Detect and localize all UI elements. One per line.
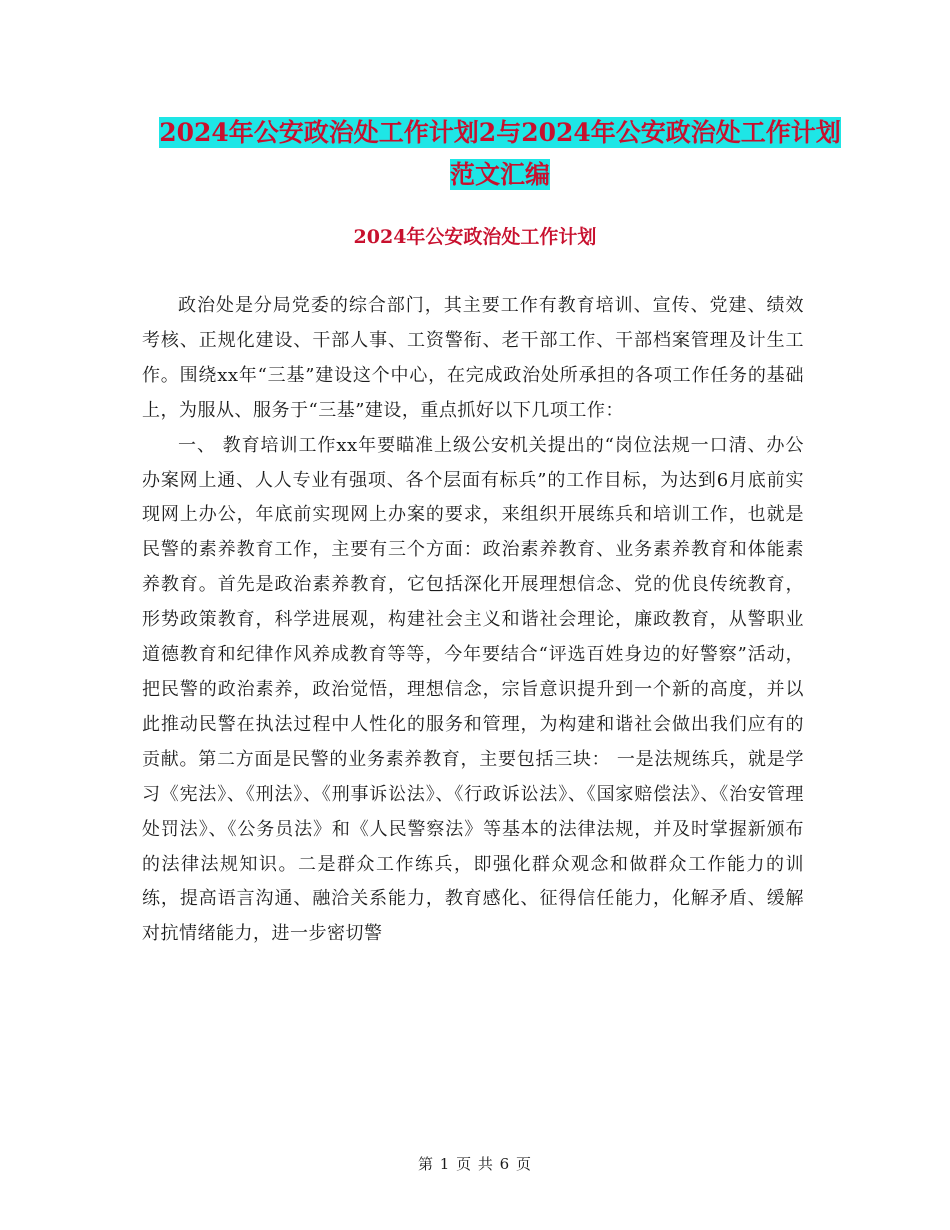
document-title-highlight: 2024年公安政治处工作计划2与2024年公安政治处工作计划范文汇编: [159, 118, 841, 189]
document-body: [142, 289, 804, 952]
section-title: 2024年公安政治处工作计划: [353, 226, 597, 248]
body-paragraph-intro: 政治处是分局党委的综合部门，其主要工作有教育培训、宣传、党建、绩效考核、正规化建设、干部人事、工资警衔、老干部工作、干部档案管理及计生工作。围绕xx年“三基”建设这个中心，在完成政治处所承担的各项工作任务的基础上，为服从、服务于“三基”建设，重点抓好以下几项工作：: [142, 295, 804, 421]
page-footer: 第 1 页 共 6 页: [418, 1155, 532, 1173]
body-paragraph-education: 一、 教育培训工作xx年要瞄准上级公安机关提出的“岗位法规一口清、办公办案网上通、人人专业有强项、各个层面有标兵”的工作目标，为达到6月底前实现网上办公，年底前实现网上办案的要求，来组织开展练兵和培训工作，也就是民警的素养教育工作，主要有三个方面：政治素养教育、业务素养教育和体能素养教育。首先是政治素养教育，它包括深化开展理想信念、党的优良传统教育，形势政策教育，科学进展观，构建社会主义和谐社会理论，廉政教育，从警职业道德教育和纪律作风养成教育等等，今年要结合“评选百姓身边的好警察”活动，把民警的政治素养，政治觉悟，理想信念，宗旨意识提升到一个新的高度，并以此推动民警在执法过程中人性化的服务和管理，为构建和谐社会做出我们应有的贡献。第二方面是民警的业务素养教育，主要包括三块： 一是法规练兵，就是学习《宪法》、《刑法》、《刑事诉讼法》、《行政诉讼法》、《国家赔偿法》、《治安管理处罚法》、《公务员法》和《人民警察法》等基本的法律法规，并及时掌握新颁布的法律法规知识。二是群众工作练兵，即强化群众观念和做群众工作能力的训练，提高语言沟通、融洽关系能力，教育感化、征得信任能力，化解矛盾、缓解对抗情绪能力，进一步密切警: [142, 434, 804, 945]
document-title: [150, 112, 850, 196]
